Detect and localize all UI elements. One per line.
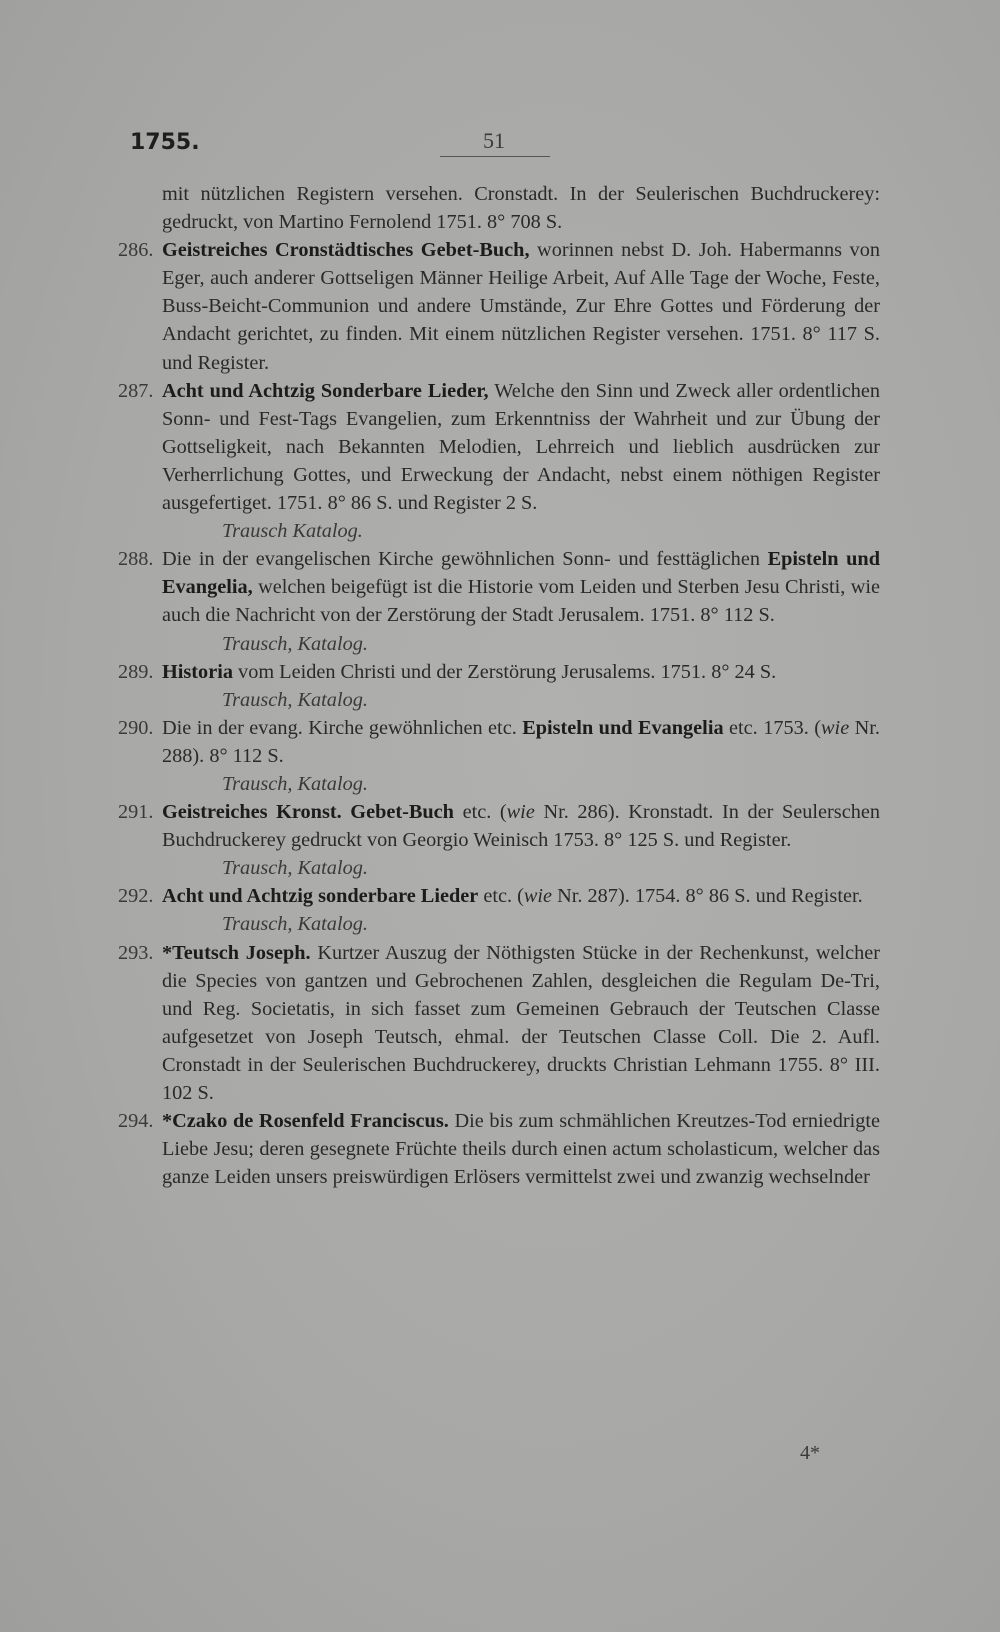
entry-293	[118, 939, 880, 1108]
entry-292	[118, 882, 880, 938]
entry-title: *Teutsch Joseph.	[162, 941, 311, 964]
entry-title: Episteln und Evangelia	[522, 716, 724, 739]
entry-text-2: Nr. 286). Kronstadt. In der Seulerschen Buchdruckerey gedruckt von Georgio Weinisch 1753. 8° 125 S. und Register.	[162, 801, 880, 852]
entry-citation: Trausch, Katalog.	[222, 857, 368, 880]
entry-number: 291.	[118, 801, 154, 824]
entry-citation: Trausch, Katalog.	[222, 688, 368, 711]
entry-number: 293.	[118, 941, 154, 964]
entry-pre-text: Die in der evang. Kirche gewöhnlichen etc.	[162, 716, 523, 739]
entry-number: 289.	[118, 660, 154, 683]
entry-text: etc. 1753. (	[723, 716, 822, 739]
signature-mark: 4*	[800, 1442, 820, 1464]
entry-title: Acht und Achtzig sonderbare Lieder	[162, 885, 479, 908]
document-body	[118, 180, 880, 1191]
entry-wie: wie	[821, 716, 850, 739]
header-rule	[440, 156, 550, 157]
entry-text-2: Nr. 288). 8° 112 S.	[162, 716, 880, 767]
intro-paragraph: mit nützlichen Registern versehen. Cronstadt. In der Seulerischen Buchdruckerey: gedruckt, von Martino Fernolend 1751. 8° 708 S.	[162, 183, 880, 234]
entry-citation: Trausch, Katalog.	[222, 772, 368, 795]
entry-number: 292.	[118, 885, 154, 908]
entry-text: welchen beigefügt ist die Historie vom Leiden und Sterben Jesu Christi, wie auch die Nachricht von der Zerstörung der Stadt Jerusalem. 1751. 8° 112 S.	[162, 576, 880, 627]
entry-pre-text: Die in der evangelischen Kirche gewöhnlichen Sonn- und festtäglichen	[162, 548, 768, 571]
entry-title: Historia	[162, 660, 233, 683]
entry-286	[118, 236, 880, 376]
entry-number: 286.	[118, 239, 154, 262]
entry-title: Episteln und Evangelia,	[162, 548, 880, 599]
entry-text-2: Nr. 287). 1754. 8° 86 S. und Register.	[552, 885, 863, 908]
entry-294	[118, 1107, 880, 1191]
entry-citation: Trausch Katalog.	[222, 520, 363, 543]
entry-289	[118, 658, 880, 714]
entry-wie: wie	[506, 801, 535, 824]
entry-title: Acht und Achtzig Sonderbare Lieder,	[162, 379, 489, 402]
header-year: 1755.	[130, 130, 200, 155]
page-number: 51	[483, 128, 505, 153]
entry-text: Die bis zum schmählichen Kreutzes-Tod erniedrigte Liebe Jesu; deren gesegnete Früchte theils durch einen actum scholasticum, welcher das ganze Leiden unsers preiswürdigen Erlösers vermittelst zwei und zwanzig wechselnder	[162, 1110, 880, 1189]
entry-text: etc. (	[453, 801, 507, 824]
entry-title: Geistreiches Cronstädtisches Gebet-Buch,	[162, 239, 530, 262]
entry-288	[118, 545, 880, 657]
entry-citation: Trausch, Katalog.	[222, 913, 368, 936]
entry-title: *Czako de Rosenfeld Franciscus.	[162, 1110, 449, 1133]
entry-text: Kurtzer Auszug der Nöthigsten Stücke in der Rechenkunst, welcher die Species von gantzen und Gebrochenen Zahlen, desgleichen die Regulam De-Tri, und Reg. Societatis, in sich fasset zum Gemeinen Gebrauch der Teutschen Classe aufgesetzet von Joseph Teutsch, ehmal. der Teutschen Classe Coll. Die 2. Aufl. Cronstadt in der Seulerischen Buchdruckerey, druckts Christian Lehmann 1755. 8° III. 102 S.	[162, 941, 881, 1104]
entry-number: 288.	[118, 548, 154, 571]
entry-291	[118, 798, 880, 882]
entry-text: etc. (	[478, 885, 524, 908]
entry-290	[118, 714, 880, 798]
entry-number: 287.	[118, 379, 154, 402]
entry-text: Welche den Sinn und Zweck aller ordentlichen Sonn- und Fest-Tags Evangelien, zum Erkenntniss der Wahrheit und zur Übung der Gottseligkeit, nach Bekannten Melodien, Lehrreich und lieblich ausdrücken zur Verherrlichung Gottes, und Erweckung der Andacht, nebst einem nöthigen Register ausgefertiget. 1751. 8° 86 S. und Register 2 S.	[162, 379, 880, 515]
entry-text: vom Leiden Christi und der Zerstörung Jerusalems. 1751. 8° 24 S.	[232, 660, 777, 683]
entry-287	[118, 377, 880, 546]
entry-number: 294.	[118, 1110, 154, 1133]
entry-wie: wie	[523, 885, 553, 908]
entry-citation: Trausch, Katalog.	[222, 632, 368, 655]
entry-text: worinnen nebst D. Joh. Habermanns von Eger, auch anderer Gottseligen Männer Heilige Arbeit, Auf Alle Tage der Woche, Feste, Buss-Beicht-Communion und andere Umstände, Zur Ehre Gottes und Förderung der Andacht gerichtet, zu finden. Mit einem nützlichen Register versehen. 1751. 8° 117 S. und Register.	[162, 239, 880, 374]
entry-number: 290.	[118, 716, 154, 739]
entry-title: Geistreiches Kronst. Gebet-Buch	[162, 801, 454, 824]
